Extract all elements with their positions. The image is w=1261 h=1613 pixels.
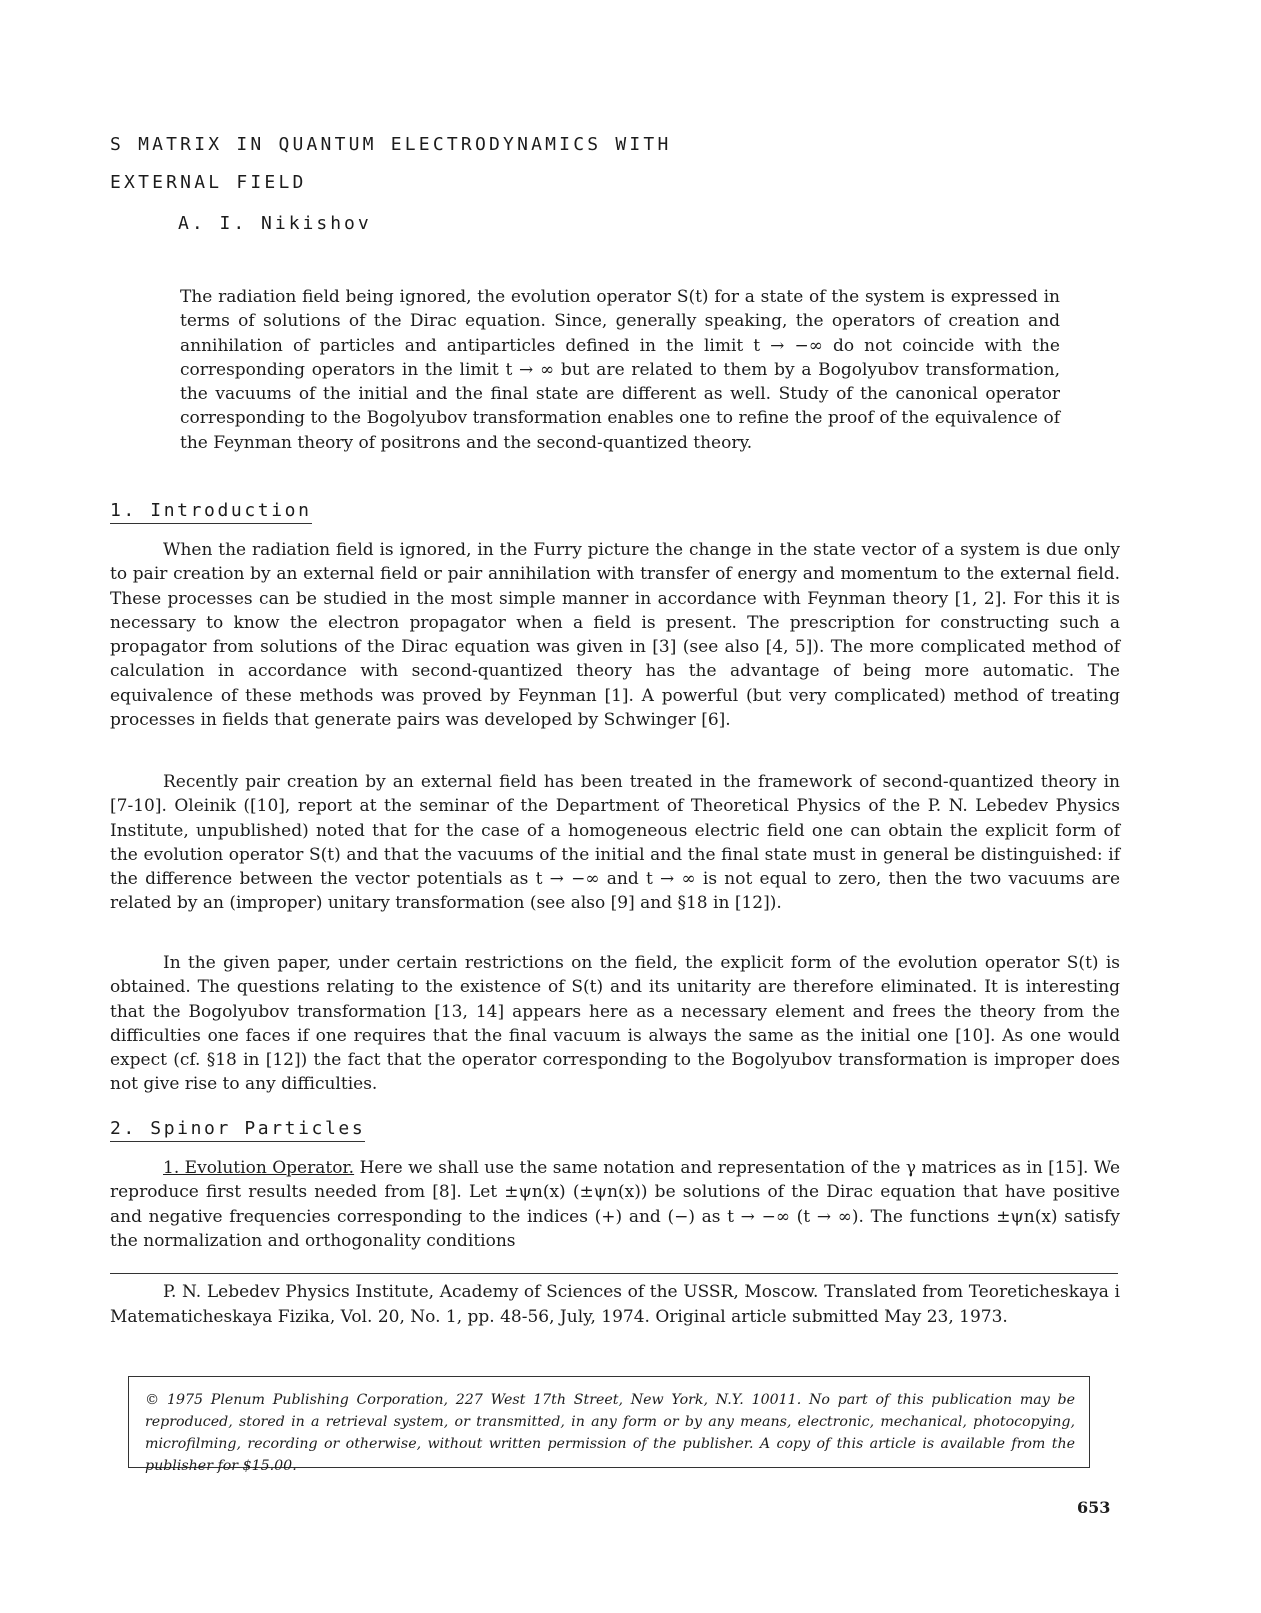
section-2-paragraph-1: [110, 1156, 1120, 1253]
affiliation-footnote: P. N. Lebedev Physics Institute, Academy of Sciences of the USSR, Moscow. Translated from Teoreticheskaya i Matematicheskaya Fizika, Vol. 20, No. 1, pp. 48-56, July, 1974. Original article submitted May 23, 1973.: [110, 1282, 1120, 1327]
copyright-box: [128, 1376, 1090, 1474]
article-title-line-2: EXTERNAL FIELD: [110, 172, 307, 193]
section-1-heading: 1. Introduction: [110, 500, 312, 524]
article-title: [110, 126, 671, 202]
section-2-paragraph-text: Here we shall use the same notation and representation of the γ matrices as in [15]. We reproduce first results needed from [8]. Let ±ψn(x) (±ψn(x)) be solutions of the Dirac equation that have positive and negative frequencies corresponding to the indices (+) and (−) as t → −∞ (t → ∞). The functions ±ψn(x) satisfy the normalization and orthogonality conditions: [110, 1158, 1121, 1251]
footnote-divider: [110, 1273, 1118, 1274]
article-title-line-1: S MATRIX IN QUANTUM ELECTRODYNAMICS WITH: [110, 134, 672, 155]
subsection-title-evolution-operator: 1. Evolution Operator.: [163, 1158, 355, 1178]
section-1-paragraph-1: When the radiation field is ignored, in the Furry picture the change in the state vector of a system is due only to pair creation by an external field or pair annihilation with transfer of energy and momentum to the external field. These processes can be studied in the most simple manner in accordance with Feynman theory [1, 2]. For this it is necessary to know the electron propagator when a field is present. The prescription for constructing such a propagator from solutions of the Dirac equation was given in [3] (see also [4, 5]). The more complicated method of calculation in accordance with second-quantized theory has the advantage of being more automatic. The equivalence of these methods was proved by Feynman [1]. A powerful (but very complicated) method of treating processes in fields that generate pairs was developed by Schwinger [6].: [110, 540, 1120, 731]
page-number: 653: [1077, 1498, 1111, 1517]
abstract: The radiation field being ignored, the evolution operator S(t) for a state of the system is expressed in terms of solutions of the Dirac equation. Since, generally speaking, the operators of creation and annihilation of particles and antiparticles defined in the limit t → −∞ do not coincide with the corresponding operators in the limit t → ∞ but are related to them by a Bogolyubov transformation, the vacuums of the initial and the final state are different as well. Study of the canonical operator corresponding to the Bogolyubov transformation enables one to refine the proof of the equivalence of the Feynman theory of positrons and the second-quantized theory.: [180, 287, 1060, 453]
section-1-paragraph-2: Recently pair creation by an external field has been treated in the framework of second-quantized theory in [7-10]. Oleinik ([10], report at the seminar of the Department of Theoretical Physics of the P. N. Lebedev Physics Institute, unpublished) noted that for the case of a homogeneous electric field one can obtain the explicit form of the evolution operator S(t) and that the vacuums of the initial and the final state must in general be distinguished: if the difference between the vector potentials as t → −∞ and t → ∞ is not equal to zero, then the two vacuums are related by an (improper) unitary transformation (see also [9] and §18 in [12]).: [110, 772, 1120, 914]
author-name: A. I. Nikishov: [178, 213, 372, 234]
section-1-paragraph-3: In the given paper, under certain restrictions on the field, the explicit form of the evolution operator S(t) is obtained. The questions relating to the existence of S(t) and its unitarity are therefore eliminated. It is interesting that the Bogolyubov transformation [13, 14] appears here as a necessary element and frees the theory from the difficulties one faces if one requires that the final vacuum is always the same as the initial one [10]. As one would expect (cf. §18 in [12]) the fact that the operator corresponding to the Bogolyubov transformation is improper does not give rise to any difficulties.: [110, 953, 1120, 1095]
section-2-heading: 2. Spinor Particles: [110, 1118, 365, 1142]
copyright-notice: © 1975 Plenum Publishing Corporation, 227 West 17th Street, New York, N.Y. 10011. No part of this publication may be reproduced, stored in a retrieval system, or transmitted, in any form or by any means, electronic, mechanical, photocopying, microfilming, recording or otherwise, without written permission of the publisher. A copy of this article is available from the publisher for $15.00.: [145, 1392, 1075, 1474]
